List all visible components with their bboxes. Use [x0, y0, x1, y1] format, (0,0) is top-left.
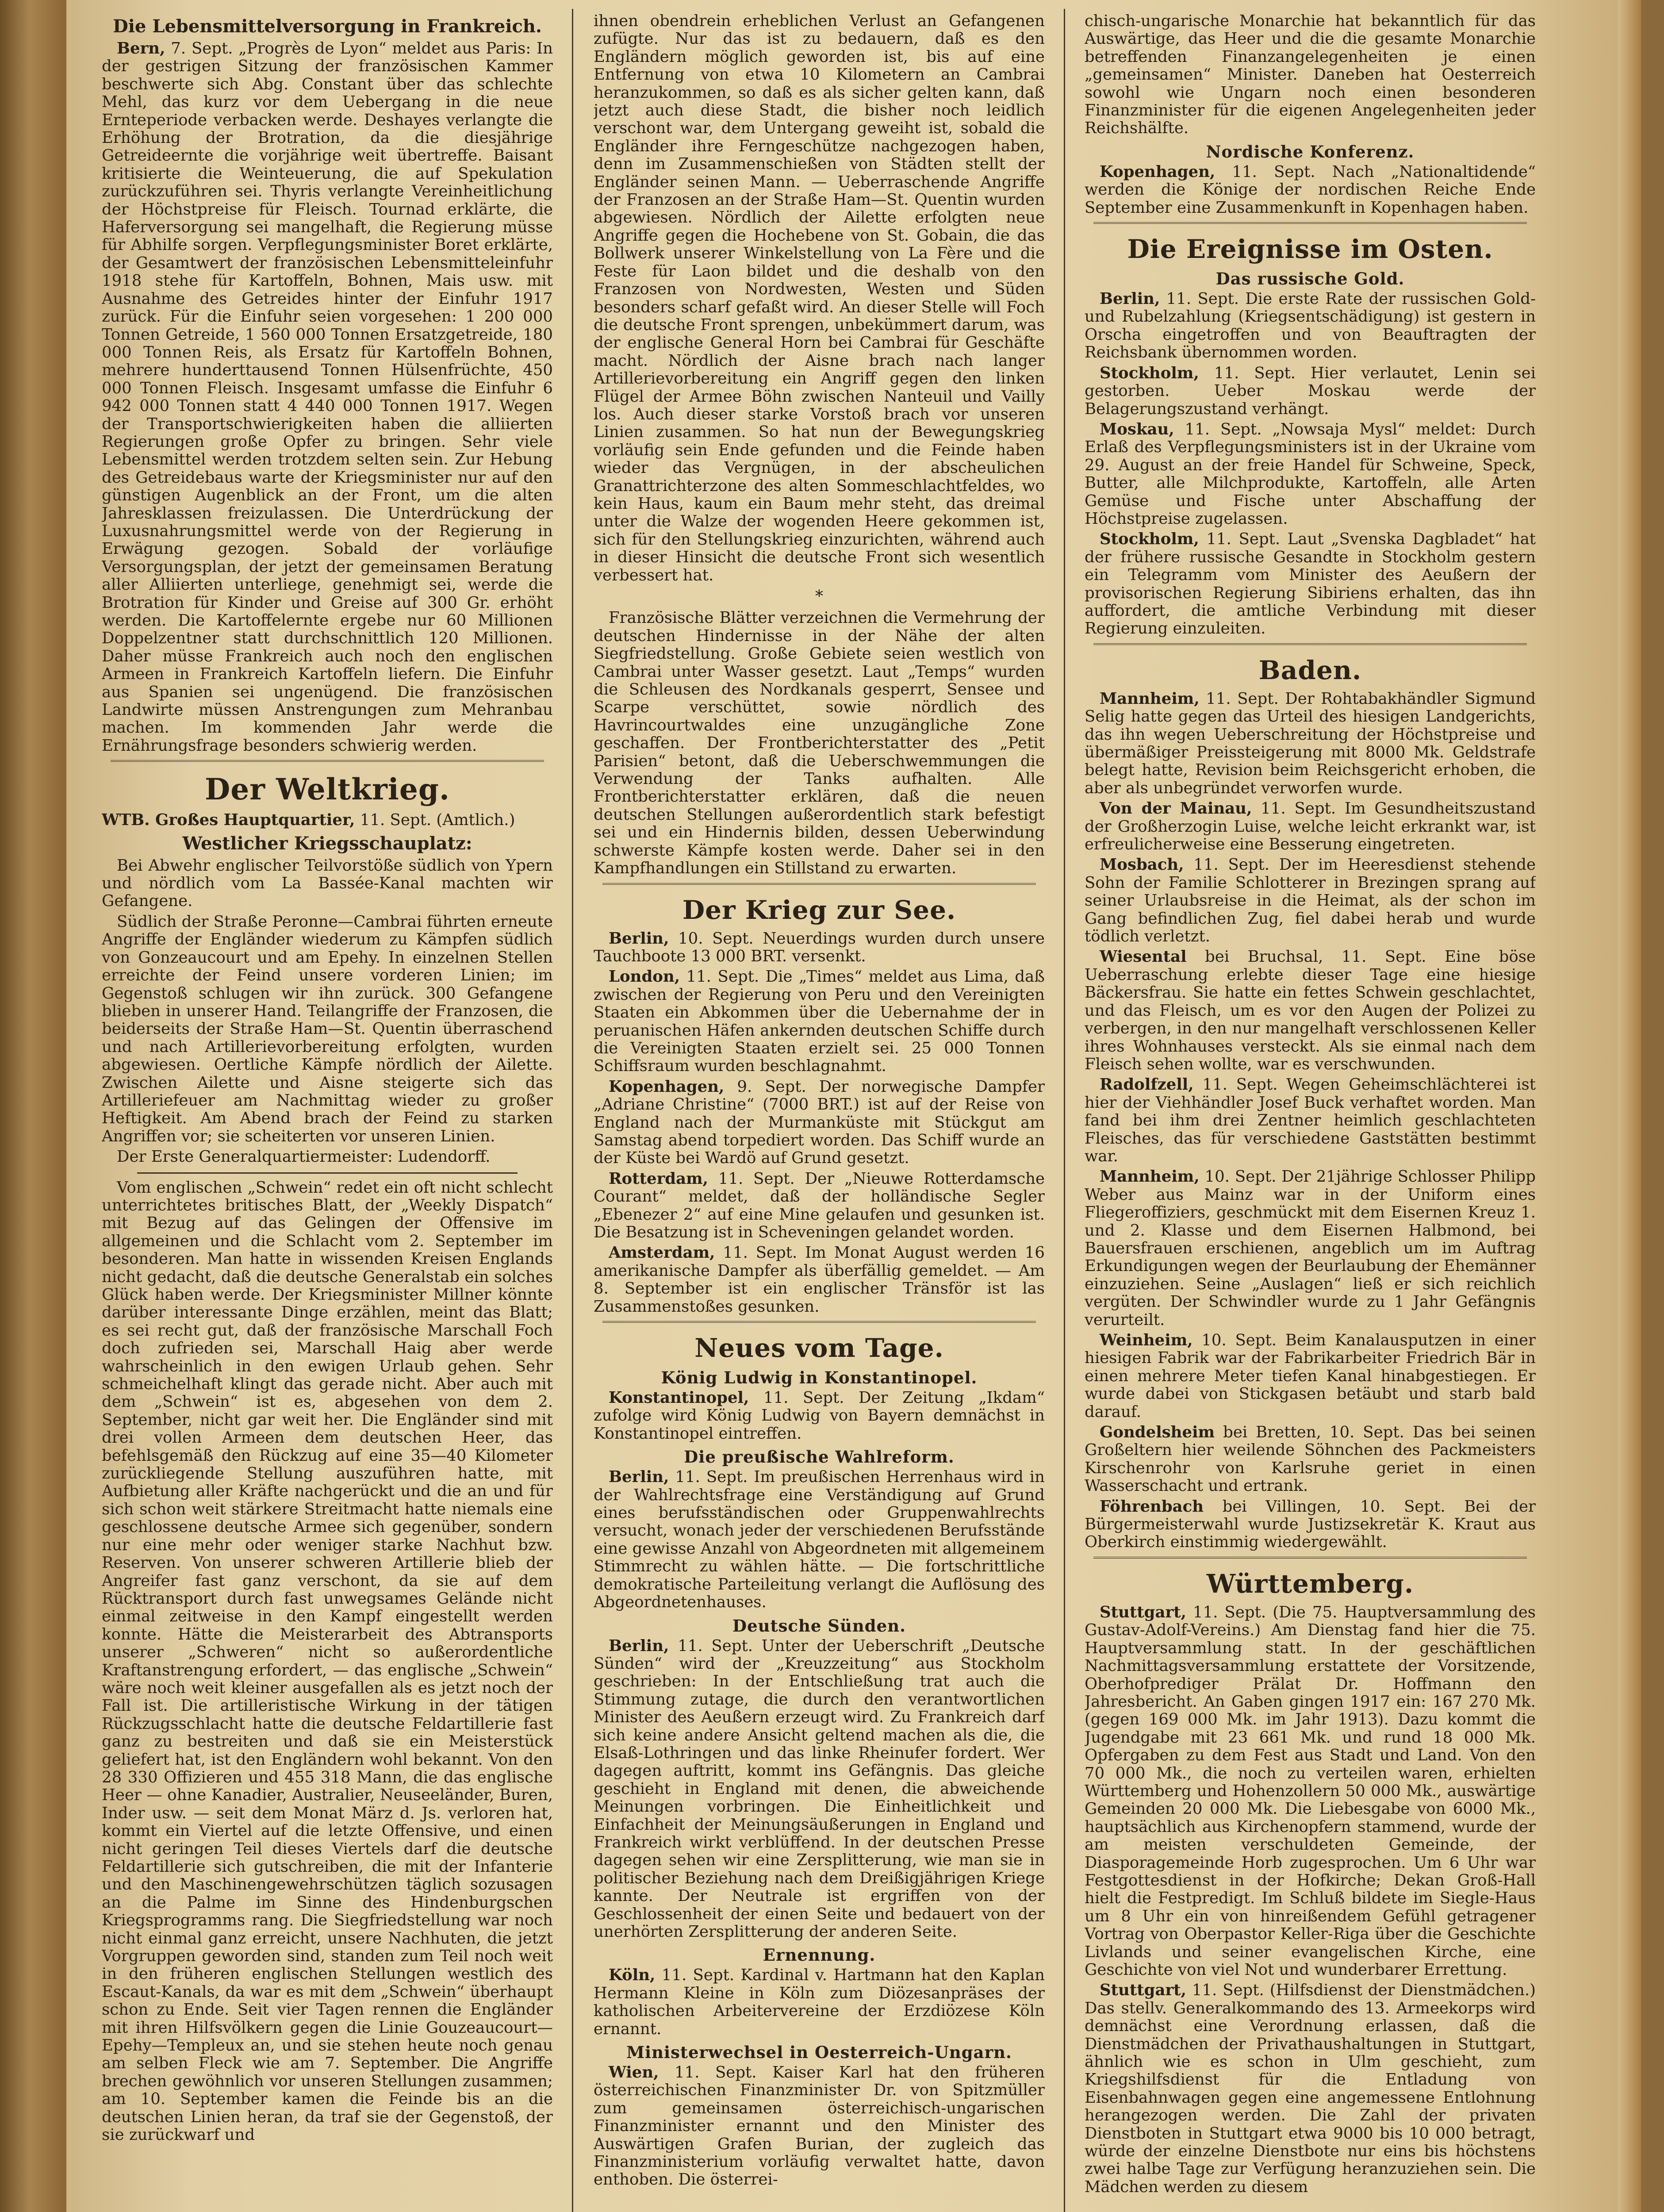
news-item — [594, 1468, 1045, 1611]
news-item — [1085, 1168, 1536, 1329]
news-body: 11. Sept. Laut „Svenska Dagbladet“ hat der frühere russische Gesandte in Stockholm gestern ein Telegramm vom Minister des Aeußern der provisorischen Regierung Sibiriens erhalten, das ihn auffordert, die amtliche Verbindung mit dieser Regierung einzuleiten. — [1085, 530, 1536, 638]
headline-ereignisse-osten: Die Ereignisse im Osten. — [1127, 234, 1493, 265]
news-body: 11. Sept. Wegen Geheimschlächterei ist hier der Viehhändler Josef Buck verhaftet worden. Man fand bei ihm drei Zentner heimlich geschlachteten Fleisches, das für verschiedene Gaststätten bestimmt war. — [1085, 1075, 1536, 1165]
headline-krieg-zur-see: Der Krieg zur See. — [682, 895, 956, 925]
news-body: 10. Sept. Der 21jährige Schlosser Philipp Weber aus Mainz war in der Uniform eines Fliegeroffiziers, geschmückt mit dem Eisernen Kreuz 1. und 2. Klasse und dem Eisernen Halbmond, bei Bauersfrauen erschienen, angeblich um im Auftrag Erkundigungen wegen der Beurlaubung der Ehemänner einzuziehen. Seine „Auslagen“ ließ er sich reichlich vergüten. Der Schwindler wurde zu 1 Jahr Gefängnis verurteilt. — [1085, 1167, 1536, 1329]
news-body: 11. Sept. Hier verlautet, Lenin sei gestorben. Ueber Moskau werde der Belagerungszustand verhängt. — [1085, 364, 1536, 418]
news-body: 11. Sept. Der im Heeresdienst stehende Sohn der Familie Schlotterer in Brezingen sprang auf seiner Urlaubsreise in die Heimat, als der schon im Gang befindlichen Zug, fiel dabei herab und wurde tödlich verletzt. — [1085, 856, 1536, 946]
article-divider — [137, 1172, 518, 1174]
dateline: Mannheim, — [1100, 689, 1200, 708]
article-body: 7. Sept. „Progrès de Lyon“ meldet aus Paris: In der gestrigen Sitzung der französischen Kammer beschwerte sich Abg. Constant über das schlechte Mehl, das kurz vor dem Uebergang in die neue Ernteperiode verbacken werde. Deshayes verlangte die Erhöhung der Brotration, da die diesjährige Getreideernte die vorjährige weit übertreffe. Baisant kritisierte die Weinteuerung, die auf Spekulation zurückzuführen sei. Thyris verlangte Vereinheitlichung der Höchstpreise für Fleisch. Tournad erklärte, die Haferversorgung sei mangelhaft, die Regierung müsse für Abhilfe sorgen. Verpflegungsminister Boret erklärte, der Gesamtwert der französischen Lebensmitteleinfuhr 1918 stehe für Kartoffeln, Bohnen, Mais usw. mit Ausnahme des Getreides hinter der Einfuhr 1917 zurück. Für die Einfuhr seien vorgesehen: 1 200 000 Tonnen Getreide, 1 560 000 Tonnen Ersatzgetreide, 180 000 Tonnen Reis, als Ersatz für Kartoffeln Bohnen, mehrere hunderttausend Tonnen Hülsenfrüchte, 450 000 Tonnen Fleisch. Insgesamt umfasse die Einfuhr 6 942 000 Tonnen statt 4 440 000 Tonnen 1917. Wegen der Transportschwierigkeiten haben die alliierten Regierungen große Opfer zu bringen. Sehr viele Lebensmittel werden trotzdem selten sein. Zur Hebung des Getreidebaus warte der Kriegsminister nur auf den günstigen Augenblick an der Front, um die alten Jahresklassen freizulassen. Die Unterdrückung der Luxusnahrungsmittel werde von der Regierung in Erwägung gezogen. Sobald der vorläufige Versorgungsplan, der jetzt der gemeinsamen Beratung aller Alliierten unterliege, genehmigt sei, werde die Brotration für Kinder und Greise auf 300 Gr. erhöht werden. Die Kartoffelernte ergebe nur 60 Millionen Doppelzentner statt durchschnittlich 120 Millionen. Daher müsse Frankreich auch noch den englischen Armeen in Frankreich Kartoffeln liefern. Die Einfuhr aus Spanien sei ungenügend. Die französischen Landwirte müssen Anstrengungen zum Mehranbau machen. Im kommenden Jahr werde die Ernährungsfrage besonders schwierig werden. — [102, 39, 553, 755]
column-2 — [594, 12, 1045, 2212]
news-item — [1085, 290, 1536, 362]
dateline: London, — [609, 968, 680, 986]
article-continuation: chisch-ungarische Monarchie hat bekanntlich für das Auswärtige, das Heer und die die gesamte Monarchie betreffenden Finanzangelegenheiten je einen „gemeinsamen“ Minister. Daneben hat Oesterreich sowohl wie Ungarn noch einen besonderen Finanzminister für die eigenen Angelegenheiten jeder Reichshälfte. — [1085, 12, 1536, 138]
news-item — [1085, 1076, 1536, 1165]
newspaper-page — [66, 0, 1641, 2212]
dateline: Kopenhagen, — [609, 1077, 725, 1096]
dateline: Moskau, — [1100, 420, 1174, 438]
dateline: WTB. Großes Hauptquartier, — [102, 811, 355, 830]
dateline: Gondelsheim — [1100, 1423, 1215, 1442]
news-body: 11. Sept. Der „Nieuwe Rotterdamsche Courant“ meldet, daß der holländische Segler „Ebenezer 2“ auf eine Mine gelaufen und gesunken ist. Die Besatzung ist in Scheveningen gelandet worden. — [594, 1169, 1045, 1241]
dateline: Mosbach, — [1100, 856, 1184, 874]
article-tanks: Französische Blätter verzeichnen die Vermehrung der deutschen Hindernisse in der Nähe der alten Siegfriedstellung. Große Gebiete seien westlich von Cambrai unter Wasser gesetzt. Laut „Temps“ wurden die Schleusen des Nordkanals gesperrt, Sensee und Scarpe verschüttet, sowie nördlich des Havrincourtwaldes eine unzugängliche Zone geschaffen. Der Frontberichterstatter des „Petit Parisien“ betont, daß die Ueberschwemmungen die Verwendung der Tanks aufhalten. Alle Frontberichterstatter erklären, daß die neuen deutschen Stellungen außerordentlich stark befestigt sei und ein Hindernis bilden, dessen Ueberwindung schwerste Kämpfe kosten werde. Daher sei in den Kampfhandlungen ein Stillstand zu erwarten. — [594, 609, 1045, 878]
headline-wuerttemberg: Württemberg. — [1206, 1568, 1414, 1599]
dateline: Rotterdam, — [609, 1169, 709, 1188]
news-item — [594, 1966, 1045, 2038]
news-item — [1085, 163, 1536, 217]
news-body: 11. Sept. Kardinal v. Hartmann hat den Kaplan Hermann Kleine in Köln zum Diözesanpräses der katholischen Arbeitervereine der Erzdiözese Köln ernannt. — [594, 1966, 1045, 2038]
news-item — [594, 1637, 1045, 1941]
section-divider — [111, 760, 544, 762]
dateline: Weinheim, — [1100, 1331, 1193, 1349]
column-rule — [572, 9, 573, 2212]
headline-baden: Baden. — [1258, 655, 1362, 685]
news-body: bei Villingen, 10. Sept. Bei der Bürgermeisterwahl wurde Justizsekretär K. Kraut aus Oberkirch einstimmig wiedergewählt. — [1085, 1497, 1536, 1551]
dateline: Berlin, — [609, 1636, 669, 1655]
separator-star: * — [815, 588, 823, 606]
dateline: Berlin, — [1100, 290, 1160, 308]
dateline: Wien, — [609, 2063, 659, 2082]
news-item — [1085, 1424, 1536, 1495]
section-divider — [1093, 222, 1527, 224]
dateline: Konstantinopel, — [609, 1389, 749, 1407]
news-item — [594, 1170, 1045, 1242]
subhead-ministerwechsel: Ministerwechsel in Oesterreich-Ungarn. — [626, 2043, 1012, 2062]
news-item — [1085, 365, 1536, 418]
news-body: 11. Sept. Unter der Ueberschrift „Deutsche Sünden“ wird der „Kreuzzeitung“ aus Stockholm geschrieben: In der Entschließung trat auch die Stimmung zutage, die durch den verantwortlichen Minister des Aeußern erzeugt wird. Zu Frankreich darf sich keine andere Ansicht geltend machen als die, die Elsaß-Lothringen und das linke Rheinufer fordert. Wer dagegen auftritt, kommt ins Gefängnis. Das gleiche geschieht in England mit denen, die abweichende Meinungen vorbringen. Die Einheitlichkeit und Einfachheit der Meinungsäußerungen in England und Frankreich wirkt verblüffend. In der deutschen Presse dagegen sehen wir eine Zersplitterung, wie man sie in politischer Beziehung nach dem Dreißigjährigen Kriege kannte. Der Neutrale ist ergriffen von der Geschlossenheit der einen Seite und bedauert von der unerhörten Zersplitterung der anderen Seite. — [594, 1636, 1045, 1941]
news-item — [594, 1244, 1045, 1316]
article-frankreich — [102, 40, 553, 755]
news-item — [1085, 948, 1536, 1073]
article-signature: Der Erste Generalquartiermeister: Ludendorff. — [117, 1148, 491, 1166]
dateline: Berlin, — [609, 929, 669, 948]
news-body: 11. Sept. Im preußischen Herrenhaus wird in der Wahlrechtsfrage eine Verständigung auf Grund eines berufsständischen oder Gruppenwahlrechts versucht, wonach jeder der verschiedenen Berufsstände eine gewisse Anzahl von Abgeordneten mit allgemeinem Stimmrecht zu wählen hätte. — Die fortschrittliche demokratische Parteileitung verlangt die Auflösung des Abgeordnetenhauses. — [594, 1468, 1045, 1612]
news-body: 10. Sept. Neuerdings wurden durch unsere Tauchboote 13 000 BRT. versenkt. — [594, 929, 1045, 965]
news-body: 10. Sept. Beim Kanalausputzen in einer hiesigen Fabrik war der Fabrikarbeiter Friedrich Bär in einen mehrere Meter tiefen Kanal hinabgestiegen. Er wurde dabei von Stickgasen betäubt und starb bald darauf. — [1085, 1331, 1536, 1421]
subhead-wahlreform: Die preußische Wahlreform. — [684, 1447, 955, 1467]
article-paragraph: Bei Abwehr englischer Teilvorstöße südlich von Ypern und nördlich vom La Bassée-Kanal machten wir Gefangene. — [102, 856, 553, 910]
headline-weltkrieg: Der Weltkrieg. — [205, 772, 450, 807]
section-divider — [1093, 643, 1527, 645]
news-body: 11. Sept. Die erste Rate der russischen Gold- und Rubelzahlung (Kriegsentschädigung) ist gestern in Orscha eingetroffen und von Beauftragten der Reichsbank übernommen worden. — [1085, 290, 1536, 362]
news-body: bei Bretten, 10. Sept. Das bei seinen Großeltern hier weilende Söhnchen des Packmeisters Kirschenrohr von Karlsruhe geriet in einen Wasserschacht und ertrank. — [1085, 1423, 1536, 1495]
news-body: 11. Sept. Im Gesundheitszustand der Großherzogin Luise, welche leicht erkrankt war, ist erfreulicherweise eine Besserung eingetreten. — [1085, 799, 1536, 854]
news-body: 11. Sept. (Hilfsdienst der Dienstmädchen.) Das stellv. Generalkommando des 13. Armeekorps wird demnächst eine Verordnung erlassen, daß die Dienstmädchen der Privathaushaltungen in Stuttgart, ähnlich wie es schon in Ulm geschieht, zum Kriegshilfsdienst für die Entladung von Eisenbahnwagen gegen eine angemessene Entlohnung herangezogen werden. Die Zahl der privaten Dienstboten in Stuttgart etwa 9000 bis 10 000 betragt, würde der einzelne Dienstbote nur eins bis höchstens zwei halbe Tage zur Verfügung heranzuziehen sein. Die Mädchen werden zu diesem — [1085, 1981, 1536, 2196]
news-body: bei Bruchsal, 11. Sept. Eine böse Ueberraschung erlebte dieser Tage eine hiesige Bäckersfrau. Sie hatte ein fettes Schwein geschlachtet, und das Fleisch, um es vor den Augen der Polizei zu verbergen, in den nur mangelhaft verschlossenen Keller ihres Wohnhauses versteckt. Als sie einmal nach dem Fleisch sehen wollte, war es verschwunden. — [1085, 948, 1536, 1073]
dateline: Bern, — [117, 39, 165, 58]
dateline: Stuttgart, — [1100, 1603, 1186, 1621]
dateline: Radolfzell, — [1100, 1075, 1194, 1094]
article-paragraph: Südlich der Straße Peronne—Cambrai führten erneute Angriffe der Engländer wiederum zu Kämpfen südlich von Gonzeaucourt und am Epehy. In einzelnen Stellen erreichte der Feind unsere vorderen Linien; im Gegenstoß schlugen wir ihn zurück. 300 Gefangene blieben in unserer Hand. Teilangriffe der Franzosen, die beiderseits der Straße Ham—St. Quentin überraschend und nach Artillerievorbereitung erfolgten, wurden abgewiesen. Oertliche Kämpfe nördlich der Ailette. Zwischen Ailette und Aisne steigerte sich das Artilleriefeuer am Nachmittag wieder zu großer Heftigkeit. Am Abend brach der Feind zu starken Angriffen vor; sie scheiterten vor unseren Linien. — [102, 912, 553, 1145]
dateline: Berlin, — [609, 1468, 669, 1486]
headline-westlicher-kriegsschauplatz: Westlicher Kriegsschauplatz: — [182, 833, 472, 854]
article-wtb-header — [102, 811, 553, 829]
column-rule — [1064, 9, 1065, 2212]
news-body: 9. Sept. Der norwegische Dampfer „Adriane Christine“ (7000 BRT.) ist auf der Reise von England nach der Murmanküste mit Stückgut am Samstag abend torpediert worden. Das Schiff wurde an der Küste bei Wardö auf Grund gesetzt. — [594, 1077, 1045, 1167]
subhead-nordische-konferenz: Nordische Konferenz. — [1206, 142, 1415, 161]
news-item — [1085, 421, 1536, 528]
section-divider — [602, 883, 1036, 885]
dateline: Wiesental — [1100, 948, 1187, 966]
dateline: Stockholm, — [1100, 530, 1199, 549]
news-item — [594, 1389, 1045, 1443]
news-body: 11. Sept. (Die 75. Hauptversammlung des Gustav-Adolf-Vereins.) Am Dienstag fand hier die 75. Hauptversammlung statt. In der geschäftlichen Nachmittagsversammlung erstattete der Vorsitzende, Oberhofprediger Prälat Dr. Hoffmann den Jahresbericht. An Gaben gingen 1917 ein: 167 270 Mk. (gegen 169 000 Mk. im Jahr 1913). Dazu kommt die Jugendgabe mit 23 661 Mk. und rund 18 000 Mk. Opfergaben zu dem Fest aus Stadt und Land. Von den 70 000 Mk., die noch zu verteilen waren, erhielten Württemberg und Hohenzollern 50 000 Mk., auswärtige Gemeinden 20 000 Mk. Die Liebesgabe von 6000 Mk., hauptsächlich aus Kirchenopfern stammend, wurde der am meisten verschuldeten Gemeinde, der Diasporagemeinde Horb zugesprochen. Um 6 Uhr war Festgottesdienst in der Hofkirche; Dekan Groß-Hall hielt die Festpredigt. Im Schluß bildete im Siegle-Haus um 8 Uhr ein von hinreißendem Gefühl getragener Vortrag von Oberpastor Keller-Riga über die Geschichte Livlands und seiner evangelischen Kirche, eine Geschichte von viel Not und wunderbarer Errettung. — [1085, 1603, 1536, 1979]
news-item — [1085, 800, 1536, 853]
section-divider — [1093, 1557, 1527, 1559]
subhead-russisches-gold: Das russische Gold. — [1215, 269, 1405, 289]
news-body: 11. Sept. Nach „Nationaltidende“ werden die Könige der nordischen Reiche Ende September eine Zusammenkunft in Kopenhagen haben. — [1085, 162, 1536, 217]
subhead-deutsche-suenden: Deutsche Sünden. — [732, 1616, 906, 1636]
dateline: Von der Mainau, — [1100, 799, 1252, 818]
news-item — [1085, 530, 1536, 637]
dateline: Stockholm, — [1100, 364, 1199, 382]
news-body: 11. Sept. „Nowsaja Mysl“ meldet: Durch Erlaß des Verpflegungsministers ist in der Ukraine vom 29. August an der freie Handel für Schweine, Speck, Butter, alle Milchprodukte, Kartoffeln, alle Arten Gemüse und Fische unter Abschaffung der Höchstpreise zugelassen. — [1085, 420, 1536, 528]
dateline: Mannheim, — [1100, 1167, 1200, 1186]
dateline: Amsterdam, — [609, 1244, 715, 1262]
news-item — [1085, 1982, 1536, 2196]
subhead-koenig-ludwig: König Ludwig in Konstantinopel. — [661, 1368, 978, 1388]
subhead-ernennung: Ernennung. — [763, 1945, 876, 1965]
news-item — [594, 968, 1045, 1075]
news-body: 11. Sept. Im Monat August werden 16 amerikanische Dampfer als überfällig gemeldet. — Am 8. September ist ein englischer Tränsför ist las Zusammenstoßes gesunken. — [594, 1244, 1045, 1316]
news-body: 11. Sept. Die „Times“ meldet aus Lima, daß zwischen der Regierung von Peru und den Vereinigten Staaten ein Abkommen über die Uebernahme der in peruanischen Häfen ankernden deutschen Schiffe durch die Vereinigten Staaten erzielt sei. 25 000 Tonnen Schiffsraum wurden beschlagnahmt. — [594, 968, 1045, 1075]
article-schwein: Vom englischen „Schwein“ redet ein oft nicht schlecht unterrichtetes britisches Blatt, der „Weekly Dispatch“ mit Bezug auf das Gelingen der Offensive im allgemeinen und die Schlacht vom 2. September im besonderen. Man hatte in wissenden Kreisen Englands nicht gedacht, daß die deutsche Generalstab ein solches Glück haben werde. Der Kriegsminister Millner könnte darüber interessante Dinge erzählen, meint das Blatt; es sei recht gut, daß der französische Marschall Foch doch zufrieden sei, Marschall Haig aber werde wahrscheinlich in den ewigen Urlaub gehen. Sehr schmeichelhaft klingt das gerade nicht. Aber auch mit dem „Schwein“ ist es, abgesehen von dem 2. September, nicht gar weit her. Die Engländer sind mit drei vollen Armeen dem deutschen Heer, das befehlsgemäß den Rückzug auf eine 35—40 Kilometer zurückliegende Stellung auszuführen hatte, mit Aufbietung aller Kräfte nachgerückt und die an und für sich schon weit stärkere Streitmacht hatte niemals eine geschlossene deutsche Armee sich gegenüber, sondern nur eine mehr oder weniger starke Nachhut bzw. Reserven. Von unserer schweren Artillerie blieb der Angreifer fast ganz verschont, da sie auf dem Rücktransport durch fast unwegsames Gelände nicht einmal zeitweise in den Kampf eingestellt werden konnte. Hätte die Meisterarbeit des Abtransports unserer „Schweren“ nicht so außerordentliche Kraftanstrengung erfordert, — das englische „Schwein“ wäre noch weit kleiner ausgefallen als es jetzt noch der Fall ist. Die artilleristische Wirkung in der tätigen Rückzugsschlacht hatte die deutsche Feldartillerie fast ganz zu bestreiten und daß sie ein Meisterstück geliefert hat, ist den Engländern wohl bekannt. Von den 28 330 Offizieren und 455 318 Mann, die das englische Heer — ohne Kanadier, Australier, Neuseeländer, Buren, Inder usw. — seit dem Monat März d. Js. verloren hat, kommt ein Viertel auf die letzte Offensive, und einen nicht geringen Teil dieses Viertels darf die deutsche Feldartillerie sich gutschreiben, die mit der Infanterie und den Maschinengewehrschützen täglich sozusagen an die Palme im Sinne des Hindenburgschen Kriegsprogramms rang. Die Siegfriedstellung war noch nicht einmal ganz erreicht, unsere Nachhuten, die jetzt Vorgruppen geworden sind, standen zum Teil noch weit in den früheren englischen Stellungen westlich des Escaut-Kanals, da war es mit dem „Schwein“ überhaupt schon zu Ende. Seit vier Tagen rennen die Engländer mit ihren Hilfsvölkern gegen die Linie Gouzeaucourt—Epehy—Templeux an, und sie stehen heute noch genau am selben Fleck wie am 7. September. Die Angriffe brechen gewöhnlich vor unseren Stellungen zusammen; am 10. September kamen die Feinde bis an die deutschen Linien heran, da traf sie der Gegenstoß, der sie zurückwarf und — [102, 1178, 553, 2144]
news-body: 11. Sept. Der Rohtabakhändler Sigmund Selig hatte gegen das Urteil des hiesigen Landgerichts, das ihn wegen Ueberschreitung der Höchstpreise und übermäßiger Preissteigerung mit 8000 Mk. Geldstrafe belegt hatte, Revision beim Reichsgericht erhoben, die aber als unbegründet verworfen wurde. — [1085, 689, 1536, 797]
news-item — [1085, 1332, 1536, 1421]
news-item — [1085, 690, 1536, 797]
news-item — [594, 930, 1045, 966]
headline-lebensmittel-frankreich: Die Lebensmittelversorgung in Frankreich. — [113, 16, 542, 37]
news-item — [594, 1078, 1045, 1167]
column-1 — [102, 12, 553, 2212]
section-divider — [602, 1321, 1036, 1323]
news-item — [594, 2064, 1045, 2189]
news-item — [1085, 1604, 1536, 1979]
book-spine — [0, 0, 66, 2212]
news-item — [1085, 1498, 1536, 1551]
article-continuation: ihnen obendrein erheblichen Verlust an Gefangenen zufügte. Nur das ist zu bedauern, daß es den Engländern möglich geworden ist, bis auf eine Entfernung von etwa 10 Kilometern an Cambrai heranzukommen, so daß es als sicher gelten kann, daß jetzt auch diese Stadt, die bisher noch leidlich verschont war, dem Untergang geweiht ist, sobald die Engländer ihre Ferngeschütze nachgezogen haben, denn im Zusammenschießen von Städten stellt der Engländer seinen Mann. — Ueberraschende Angriffe der Franzosen an der Straße Ham—St. Quentin wurden abgewiesen. Nördlich der Ailette erfolgten neue Angriffe gegen die Hochebene von St. Gobain, die das Bollwerk unserer Winkelstellung von La Fère und die Feste für Laon bildet und die deshalb von den Franzosen von Nordwesten, Westen und Süden besonders scharf gefaßt wird. An dieser Stelle will Foch die deutsche Front sprengen, unbekümmert darum, was der englische General Horn bei Cambrai für Geschäfte macht. Nördlich der Aisne brach nach langer Artillerievorbereitung ein Angriff gegen den linken Flügel der Armee Böhn zwischen Nanteuil und Vailly los. Auch dieser starke Vorstoß brach vor unseren Linien zusammen. So hat nun der Bewegungskrieg vorläufig sein Ende gefunden und die Feinde haben wieder das Vergnügen, in der abscheulichen Granattrichterzone des alten Sommeschlachtfeldes, wo kein Haus, kaum ein Baum mehr steht, das dreimal unter die Walze der wogenden Heere gekommen ist, sich für den Stellungskrieg einzurichten, während auch in dieser Hinsicht die deutsche Front sich wesentlich verbessert hat. — [594, 12, 1045, 584]
dateline: Stuttgart, — [1100, 1981, 1186, 2000]
page-edge — [1618, 0, 1641, 2212]
dateline: Kopenhagen, — [1100, 162, 1215, 181]
dateline: Köln, — [609, 1966, 656, 1985]
news-body: 11. Sept. Der Zeitung „Ikdam“ zufolge wird König Ludwig von Bayern demnächst in Konstantinopel eintreffen. — [594, 1389, 1045, 1443]
dateline-date: 11. Sept. (Amtlich.) — [360, 811, 515, 830]
news-item — [1085, 856, 1536, 945]
dateline: Föhrenbach — [1100, 1497, 1204, 1516]
headline-neues-vom-tage: Neues vom Tage. — [694, 1333, 944, 1363]
column-3 — [1085, 12, 1536, 2212]
news-body: 11. Sept. Kaiser Karl hat den früheren österreichischen Finanzminister Dr. von Spitzmüller zum gemeinsamen österreichisch-ungarischen Finanzminister ernannt und den Minister des Auswärtigen Grafen Burian, der zugleich das Finanzministerium vorläufig verwaltet hatte, davon enthoben. Die österrei- — [594, 2063, 1045, 2189]
